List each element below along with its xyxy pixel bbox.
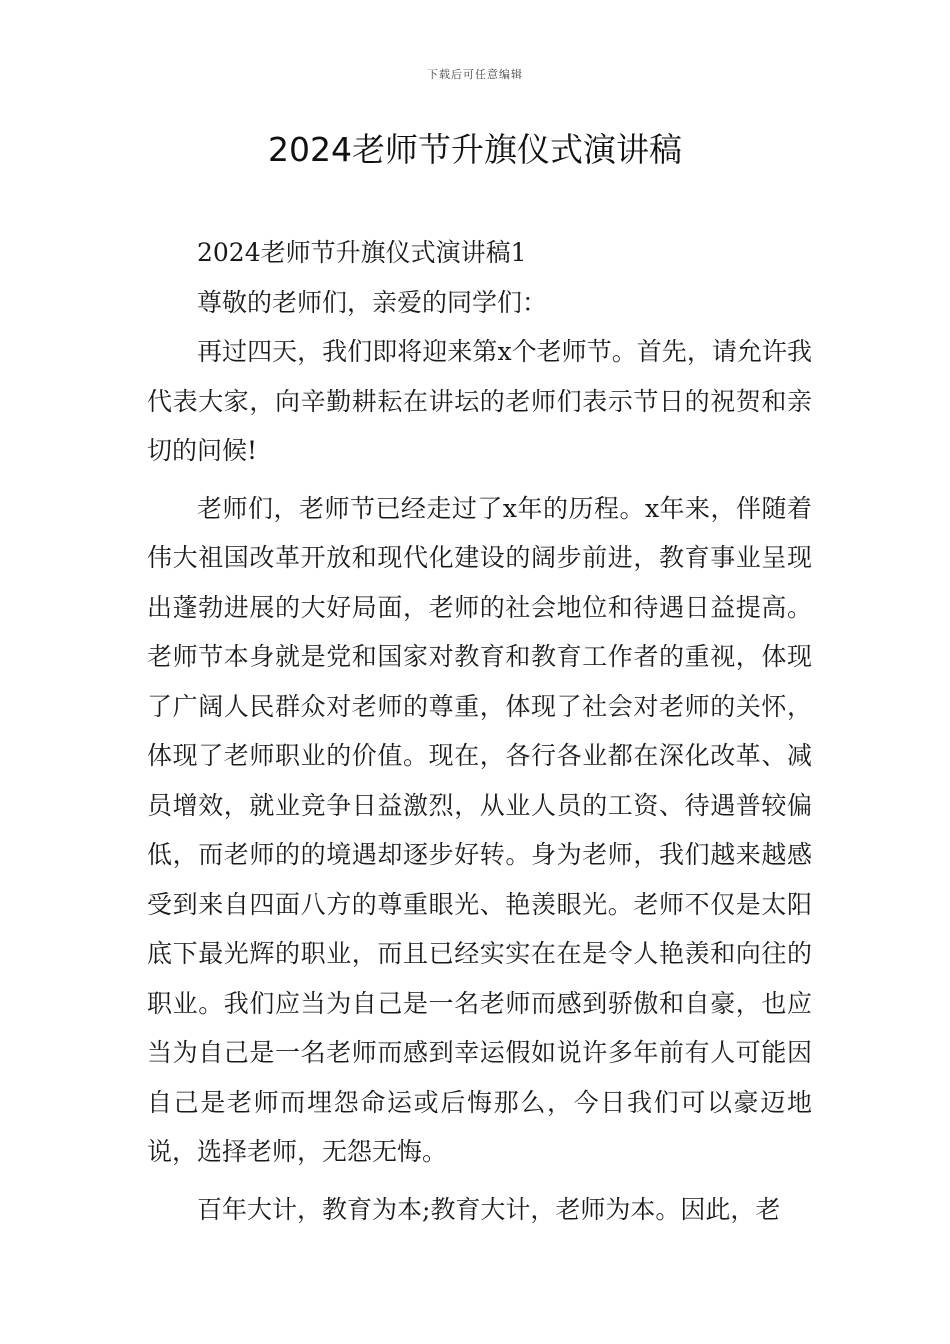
paragraph: 百年大计，教育为本;教育大计，老师为本。因此，老 <box>197 1194 781 1224</box>
paragraph: 再过四天，我们即将迎来第x个老师节。首先，请允许我代表大家，向辛勤耕耘在讲坛的老师们表示节日的祝贺和亲切的问候! <box>147 337 812 465</box>
document-body <box>147 228 812 1234</box>
salutation: 尊敬的老师们，亲爱的同学们： <box>197 287 548 317</box>
document-title: 2024老师节升旗仪式演讲稿 <box>268 130 682 169</box>
paragraph: 老师们，老师节已经走过了x年的历程。x年来，伴随着伟大祖国改革开放和现代化建设的阔步前进，教育事业呈现出蓬勃进展的大好局面，老师的社会地位和待遇日益提高。老师节本身就是党和国家对教育和教育工作者的重视，体现了广阔人民群众对老师的尊重，体现了社会对老师的关怀，体现了老师职业的价值。现在，各行各业都在深化改革、减员增效，就业竞争日益激烈，从业人员的工资、待遇普较偏低，而老师的的境遇却逐步好转。身为老师，我们越来越感受到来自四面八方的尊重眼光、艳羡眼光。老师不仅是太阳底下最光辉的职业，而且已经实实在在是令人艳羡和向往的职业。我们应当为自己是一名老师而感到骄傲和自豪，也应当为自己是一名老师而感到幸运假如说许多年前有人可能因自己是老师而埋怨命运或后悔那么，今日我们可以豪迈地说，选择老师，无怨无悔。 <box>147 493 812 1166</box>
section-heading: 2024老师节升旗仪式演讲稿1 <box>197 238 527 267</box>
header-note: 下载后可任意编辑 <box>427 68 523 81</box>
